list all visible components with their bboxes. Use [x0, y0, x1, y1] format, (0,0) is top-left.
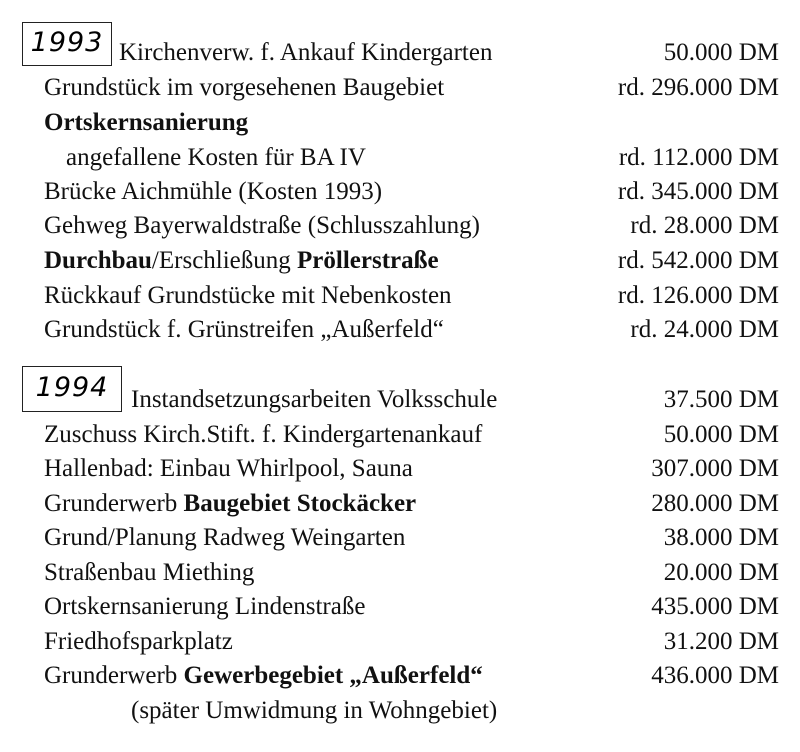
item-label: Zuschuss Kirch.Stift. f. Kindergartenankauf — [44, 421, 483, 448]
list-item-1993-6 — [0, 244, 800, 278]
item-label-mid: /Erschließung — [151, 247, 298, 274]
list-item-note — [0, 694, 800, 728]
list-item-1994-3 — [0, 487, 800, 521]
item-label: angefallene Kosten für BA IV — [66, 144, 366, 171]
item-label: Straßenbau Miething — [44, 559, 255, 586]
item-amount: 435.000 DM — [651, 593, 779, 620]
item-label-bold: Gewerbegebiet „Außerfeld“ — [183, 662, 483, 689]
list-item-1993-5 — [0, 209, 800, 243]
item-label-plain: Grunderwerb — [44, 490, 184, 517]
item-amount: 50.000 DM — [663, 39, 779, 66]
list-item-1993-0 — [0, 36, 800, 70]
list-item-1994-6 — [0, 590, 800, 624]
list-item-1994-7 — [0, 625, 800, 659]
item-amount: rd. 112.000 DM — [618, 144, 779, 171]
list-item-1994-4 — [0, 521, 800, 555]
list-item-1993-8 — [0, 313, 800, 347]
item-label: Friedhofsparkplatz — [44, 628, 233, 655]
heading-text: Ortskernsanierung — [44, 109, 249, 136]
item-label: Instandsetzungsarbeiten Volksschule — [131, 386, 498, 413]
item-amount: rd. 542.000 DM — [617, 247, 779, 274]
list-item-1993-4 — [0, 175, 800, 209]
item-amount: 20.000 DM — [663, 559, 779, 586]
year-1993-label: 1993 — [30, 27, 104, 58]
list-item-1994-5 — [0, 556, 800, 590]
item-amount: 307.000 DM — [651, 455, 779, 482]
list-item-1994-2 — [0, 452, 800, 486]
list-item-1994-1 — [0, 418, 800, 452]
year-1994-label: 1994 — [35, 372, 109, 403]
item-amount: 436.000 DM — [651, 662, 779, 689]
item-label-bold-2: Pröllerstraße — [297, 247, 439, 274]
item-label: Gehweg Bayerwaldstraße (Schlusszahlung) — [44, 212, 480, 239]
item-label: Rückkauf Grundstücke mit Nebenkosten — [44, 282, 452, 309]
item-label — [44, 244, 439, 278]
item-amount: 280.000 DM — [651, 490, 779, 517]
item-amount: 38.000 DM — [663, 524, 779, 551]
list-item-1994-8 — [0, 659, 800, 693]
list-item-1993-7 — [0, 279, 800, 313]
item-amount: 37.500 DM — [663, 386, 779, 413]
item-amount: rd. 24.000 DM — [630, 316, 779, 343]
item-label: Grundstück im vorgesehenen Baugebiet — [44, 74, 445, 101]
list-item-1993-3 — [0, 141, 800, 175]
item-label — [44, 487, 416, 521]
item-amount: rd. 296.000 DM — [617, 74, 779, 101]
item-label-plain: Grunderwerb — [44, 662, 184, 689]
list-item-1993-1 — [0, 71, 800, 105]
item-label-bold-1: Durchbau — [44, 247, 152, 274]
item-label: Grund/Planung Radweg Weingarten — [44, 524, 406, 551]
item-label: Grundstück f. Grünstreifen „Außerfeld“ — [44, 316, 444, 343]
item-note: (später Umwidmung in Wohngebiet) — [131, 697, 498, 724]
item-label: Hallenbad: Einbau Whirlpool, Sauna — [44, 455, 413, 482]
list-item-1994-0 — [0, 383, 800, 417]
item-amount: rd. 345.000 DM — [617, 178, 779, 205]
item-label: Ortskernsanierung Lindenstraße — [44, 593, 366, 620]
item-label — [44, 659, 483, 693]
item-amount: rd. 126.000 DM — [617, 282, 779, 309]
item-amount: rd. 28.000 DM — [630, 212, 779, 239]
item-amount: 50.000 DM — [663, 421, 779, 448]
item-label-bold: Baugebiet Stockäcker — [183, 490, 417, 517]
section-heading-ortskernsanierung — [0, 106, 800, 140]
item-label: Brücke Aichmühle (Kosten 1993) — [44, 178, 383, 205]
item-amount: 31.200 DM — [663, 628, 779, 655]
item-label: Kirchenverw. f. Ankauf Kindergarten — [119, 39, 493, 66]
